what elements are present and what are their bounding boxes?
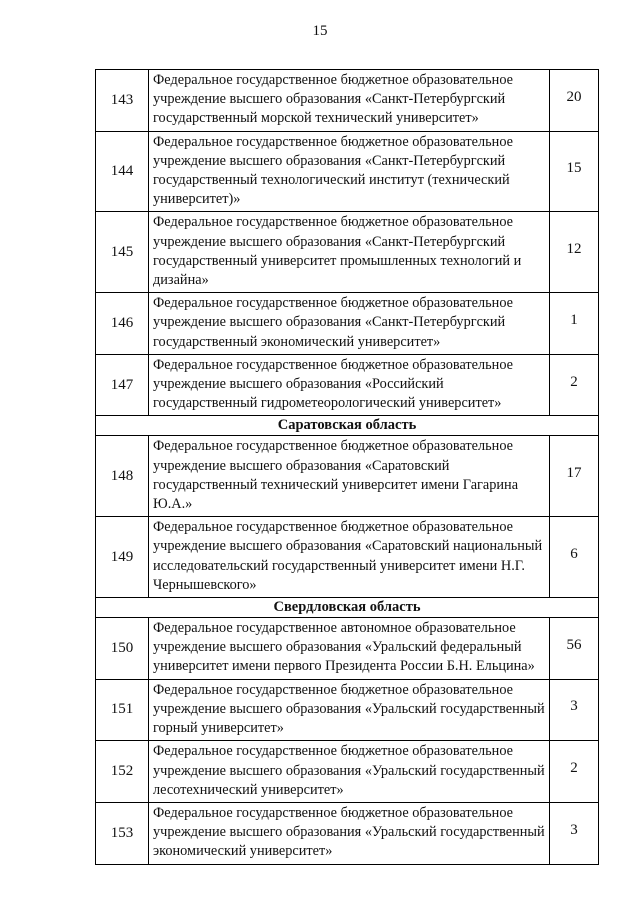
institution-name: Федеральное государственное бюджетное образовательное учреждение высшего образования «Санкт-Петербургский государственный морской технический университет» [149,70,550,131]
region-header: Свердловская область [96,598,598,618]
quota-value: 15 [566,160,582,177]
row-number: 147 [96,355,149,416]
quota-value: 2 [570,760,578,777]
institution-name: Федеральное государственное бюджетное образовательное учреждение высшего образования «Санкт-Петербургский государственный технологический институт (технический университет)» [149,132,550,212]
row-number: 152 [96,741,149,802]
row-number: 153 [96,803,149,864]
table-row [96,355,598,417]
institution-name: Федеральное государственное бюджетное образовательное учреждение высшего образования «Российский государственный гидрометеорологический университет» [149,355,550,416]
table-row [96,293,598,355]
table-row [96,132,598,213]
row-number: 144 [96,132,149,212]
institution-name: Федеральное государственное бюджетное образовательное учреждение высшего образования «Уральский государственный горный университет» [149,680,550,741]
quota-value: 1 [570,312,578,329]
table-row [96,618,598,680]
quota-value: 3 [570,698,578,715]
institution-name: Федеральное государственное автономное образовательное учреждение высшего образования «Уральский федеральный университет имени первого Президента России Б.Н. Ельцина» [149,618,550,679]
allocation-table [95,69,599,865]
quota-value: 56 [566,636,582,653]
quota-value: 20 [566,88,582,105]
institution-name: Федеральное государственное бюджетное образовательное учреждение высшего образования «Уральский государственный лесотехнический университет» [149,741,550,802]
row-number: 146 [96,293,149,354]
table-row [96,741,598,803]
institution-name: Федеральное государственное бюджетное образовательное учреждение высшего образования «Санкт-Петербургский государственный университет промышленных технологий и дизайна» [149,212,550,292]
quota-value: 3 [570,821,578,838]
row-number: 150 [96,618,149,679]
table-row [96,803,598,865]
page-number: 15 [312,23,328,39]
institution-name: Федеральное государственное бюджетное образовательное учреждение высшего образования «Саратовский государственный технический университет имени Гагарина Ю.А.» [149,436,550,516]
table-row [96,212,598,293]
institution-name: Федеральное государственное бюджетное образовательное учреждение высшего образования «Санкт-Петербургский государственный экономический университет» [149,293,550,354]
institution-name: Федеральное государственное бюджетное образовательное учреждение высшего образования «Саратовский национальный исследовательский государственный университет имени Н.Г. Чернышевского» [149,517,550,597]
institution-name: Федеральное государственное бюджетное образовательное учреждение высшего образования «Уральский государственный экономический университет» [149,803,550,864]
table-row [96,517,598,598]
quota-value: 6 [570,545,578,562]
quota-value: 17 [566,464,582,481]
quota-value: 12 [566,240,582,257]
table-row [96,680,598,742]
quota-value: 2 [570,373,578,390]
row-number: 145 [96,212,149,292]
row-number: 151 [96,680,149,741]
row-number: 149 [96,517,149,597]
region-header: Саратовская область [96,416,598,436]
row-number: 148 [96,436,149,516]
table-row [96,70,598,132]
table-row [96,436,598,517]
row-number: 143 [96,70,149,131]
